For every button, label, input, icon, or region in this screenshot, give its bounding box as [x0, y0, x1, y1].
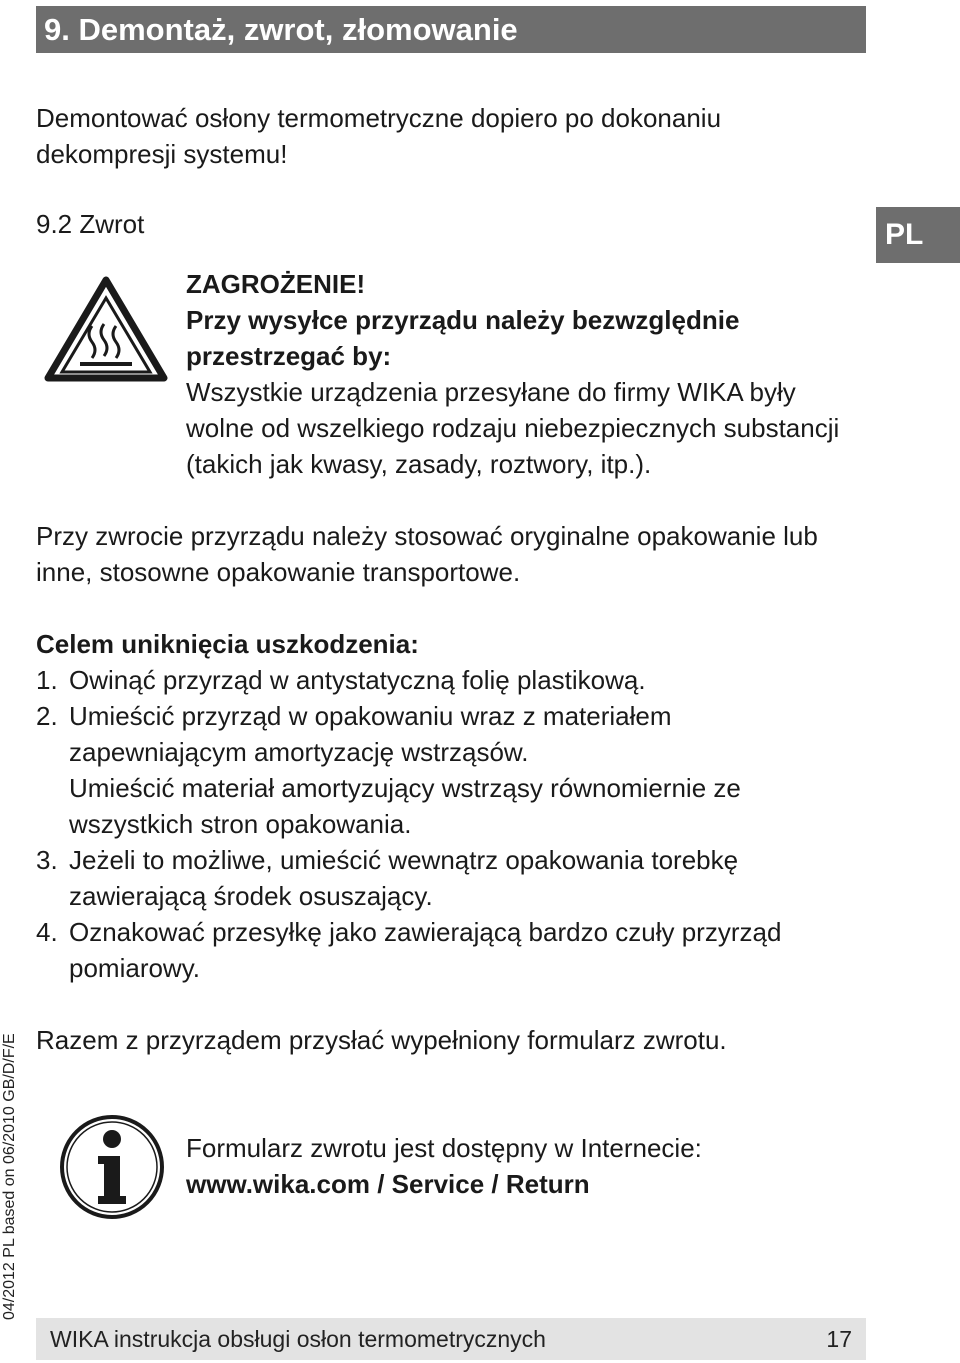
return-form-note: Razem z przyrządem przysłać wypełniony formularz zwrotu. — [36, 1025, 727, 1055]
damage-heading: Celem uniknięcia uszkodzenia: — [36, 629, 419, 659]
step-text: Umieścić przyrząd w opakowaniu wraz z materiałem zapewniającym amortyzację wstrząsów. — [69, 701, 672, 767]
page-number: 17 — [826, 1326, 852, 1352]
list-item — [36, 842, 856, 914]
info-icon — [58, 1112, 166, 1222]
step-text: Owinąć przyrząd w antystatyczną folię plastikową. — [69, 665, 646, 695]
subsection-title: 9.2 Zwrot — [36, 209, 145, 239]
hot-surface-warning-icon — [44, 274, 168, 384]
section-title: 9. Demontaż, zwrot, złomowanie — [36, 6, 866, 53]
packaging-steps-list — [36, 662, 856, 986]
danger-text: Wszystkie urządzenia przesyłane do firmy WIKA były wolne od wszelkiego rodzaju niebezpiecznych substancji (takich jak kwasy, zasady, roztwory, itp.). — [186, 377, 840, 479]
step-text: Jeżeli to możliwe, umieścić wewnątrz opakowania torebkę zawierającą środek osuszający. — [69, 845, 739, 911]
document-version-note: 04/2012 PL based on 06/2010 GB/D/F/E — [1, 1033, 18, 1320]
page-footer — [36, 1318, 866, 1360]
step-number: 1. — [36, 665, 58, 695]
packaging-note: Przy zwrocie przyrządu należy stosować oryginalne opakowanie lub inne, stosowne opakowanie transportowe. — [36, 521, 818, 587]
info-block — [186, 1130, 856, 1202]
return-form-link[interactable]: www.wika.com / Service / Return — [186, 1169, 590, 1199]
info-text: Formularz zwrotu jest dostępny w Internecie: — [186, 1133, 702, 1163]
list-item — [36, 914, 856, 986]
step-number: 4. — [36, 917, 58, 947]
footer-title: WIKA instrukcja obsługi osłon termometrycznych — [50, 1326, 546, 1352]
danger-block — [186, 266, 856, 482]
danger-bold-text: Przy wysyłce przyrządu należy bezwzględnie przestrzegać by: — [186, 305, 740, 371]
step-number: 3. — [36, 845, 58, 875]
language-tab: PL — [876, 207, 960, 263]
list-item — [36, 698, 856, 842]
step-number: 2. — [36, 701, 58, 731]
step-text: Oznakować przesyłkę jako zawierającą bardzo czuły przyrząd pomiarowy. — [69, 917, 782, 983]
step-text-secondary: Umieścić materiał amortyzujący wstrząsy równomiernie ze wszystkich stron opakowania. — [69, 773, 741, 839]
list-item — [36, 662, 856, 698]
dismount-intro: Demontować osłony termometryczne dopiero po dokonaniu dekompresji systemu! — [36, 103, 722, 169]
danger-title: ZAGROŻENIE! — [186, 269, 366, 299]
